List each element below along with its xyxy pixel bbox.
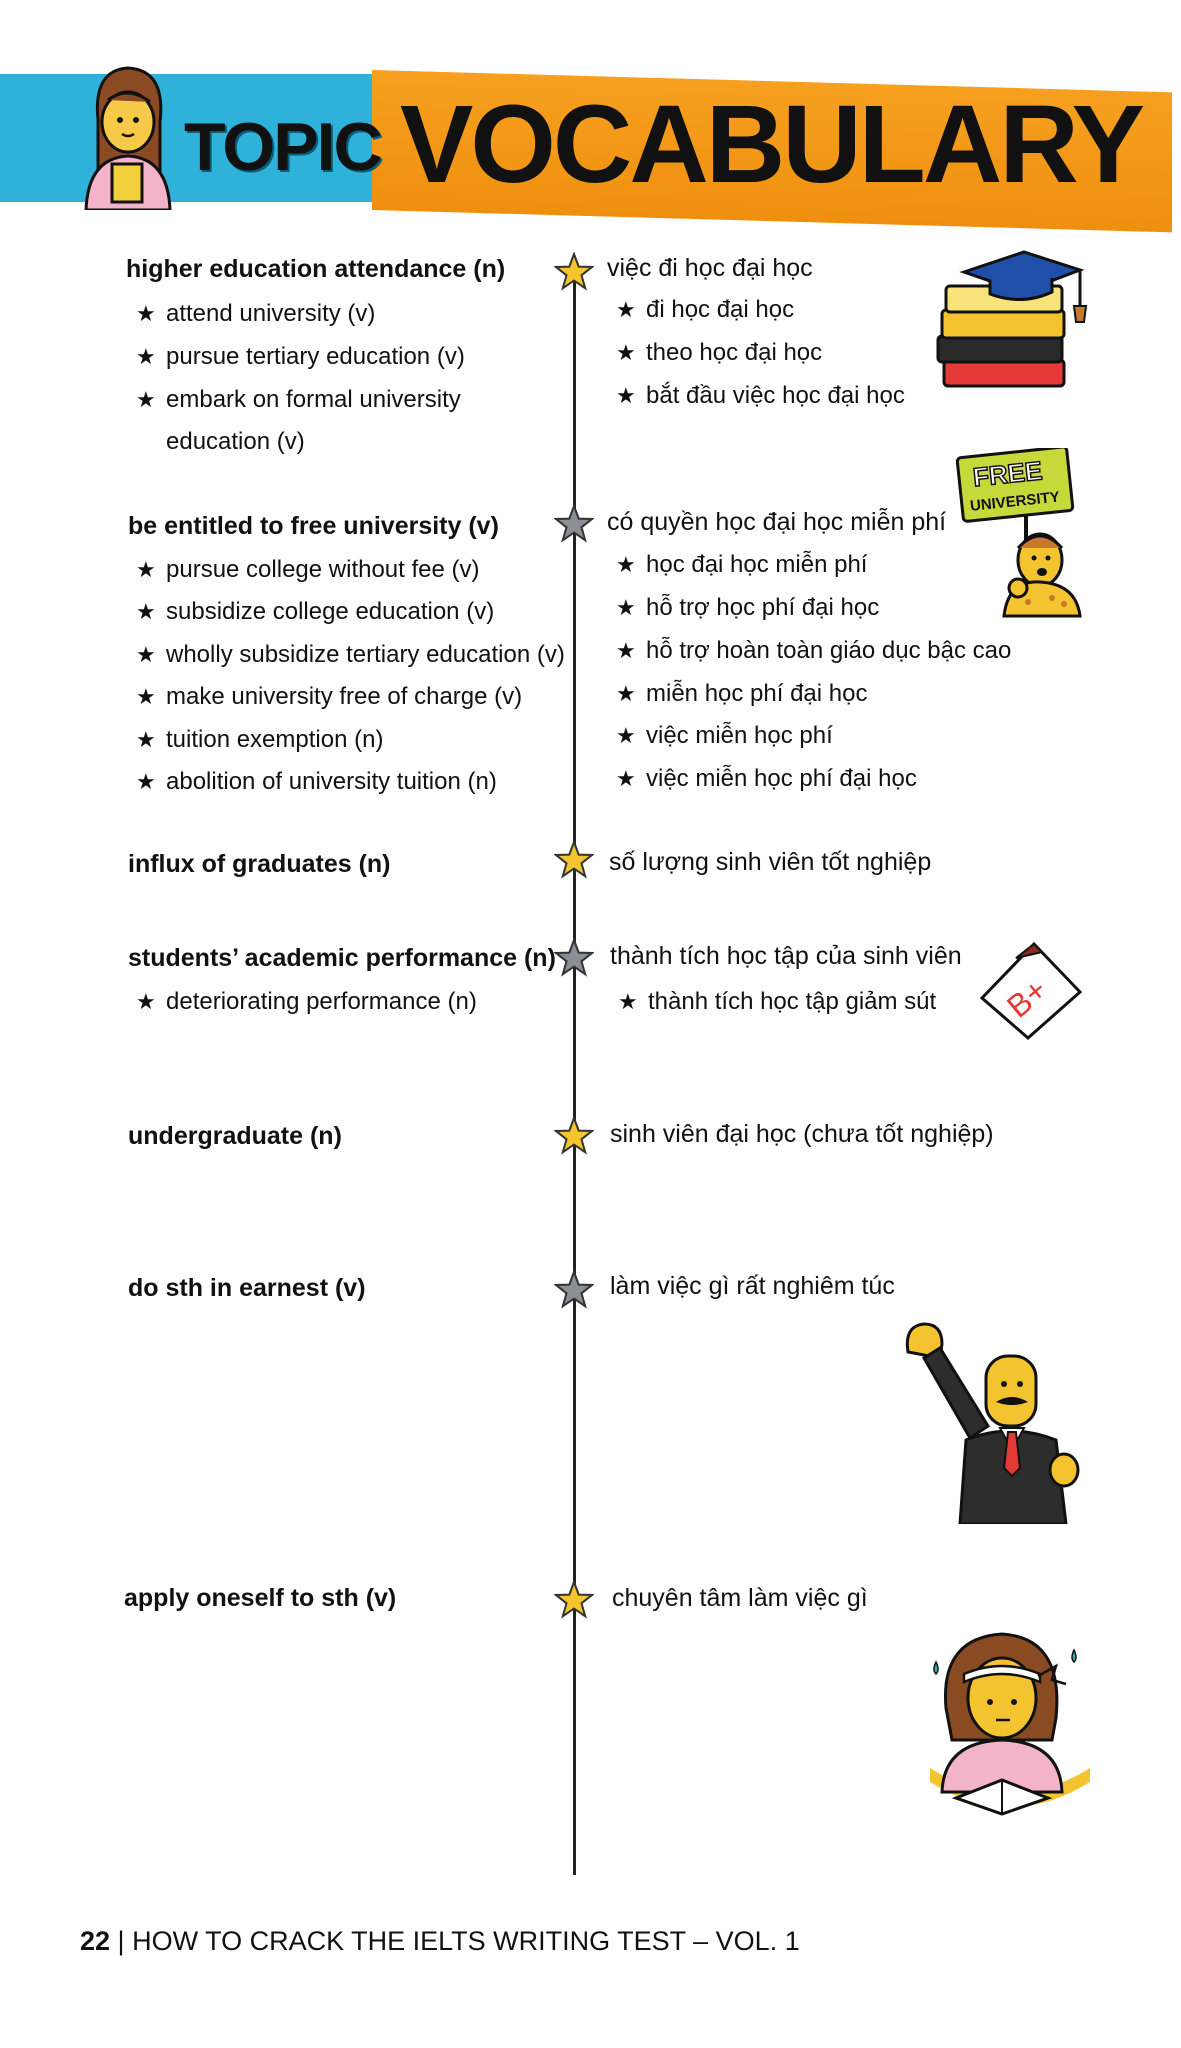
sub-term-english: ★ pursue tertiary education (v) bbox=[136, 343, 465, 370]
term-english: undergraduate (n) bbox=[128, 1122, 342, 1150]
books-graduation-cap-icon bbox=[934, 250, 1088, 392]
sub-term-vietnamese: ★ hỗ trợ học phí đại học bbox=[616, 594, 880, 621]
sub-term-english-continued: education (v) bbox=[166, 428, 305, 455]
term-english: higher education attendance (n) bbox=[126, 255, 506, 283]
bullet-star-icon: ★ bbox=[136, 684, 156, 709]
bullet-star-icon: ★ bbox=[616, 638, 636, 663]
term-english: apply oneself to sth (v) bbox=[124, 1584, 397, 1612]
book-title: HOW TO CRACK THE IELTS WRITING TEST – VOL. 1 bbox=[132, 1926, 800, 1956]
graded-paper-icon bbox=[976, 940, 1086, 1040]
bullet-star-icon: ★ bbox=[616, 297, 636, 322]
bullet-star-icon: ★ bbox=[616, 552, 636, 577]
grade-text: B+ bbox=[999, 971, 1054, 1025]
bullet-star-icon: ★ bbox=[616, 723, 636, 748]
bullet-star-icon: ★ bbox=[136, 557, 156, 582]
gold-star-icon bbox=[554, 840, 594, 880]
studying-girl-icon bbox=[926, 1622, 1096, 1818]
term-vietnamese: làm việc gì rất nghiêm túc bbox=[610, 1272, 895, 1300]
sub-term-english: ★ make university free of charge (v) bbox=[136, 683, 523, 710]
sub-term-english: ★ wholly subsidize tertiary education (v) bbox=[136, 641, 565, 668]
term-vietnamese: chuyên tâm làm việc gì bbox=[612, 1584, 868, 1612]
term-english: influx of graduates (n) bbox=[128, 850, 391, 878]
gray-star-icon bbox=[554, 504, 594, 544]
bullet-star-icon: ★ bbox=[616, 383, 636, 408]
gold-star-icon bbox=[554, 1116, 594, 1156]
sub-term-english: ★ deteriorating performance (n) bbox=[136, 988, 477, 1015]
bullet-star-icon: ★ bbox=[136, 599, 156, 624]
term-vietnamese: thành tích học tập của sinh viên bbox=[610, 942, 962, 970]
gray-star-icon bbox=[554, 1270, 594, 1310]
sub-term-vietnamese: ★ miễn học phí đại học bbox=[616, 680, 868, 707]
sub-term-english: ★ abolition of university tuition (n) bbox=[136, 768, 497, 795]
page-footer bbox=[80, 1926, 800, 1957]
sub-term-vietnamese: ★ theo học đại học bbox=[616, 339, 823, 366]
bullet-star-icon: ★ bbox=[616, 595, 636, 620]
sub-term-english: ★ attend university (v) bbox=[136, 300, 376, 327]
bullet-star-icon: ★ bbox=[136, 344, 156, 369]
page-number: 22 bbox=[80, 1926, 111, 1956]
sub-term-vietnamese: ★ thành tích học tập giảm sút bbox=[618, 988, 937, 1015]
sub-term-vietnamese: ★ việc miễn học phí đại học bbox=[616, 765, 917, 792]
term-vietnamese: có quyền học đại học miễn phí bbox=[607, 508, 947, 536]
bullet-star-icon: ★ bbox=[616, 766, 636, 791]
sub-term-english: ★ subsidize college education (v) bbox=[136, 598, 495, 625]
gold-star-icon bbox=[554, 252, 594, 292]
term-english: be entitled to free university (v) bbox=[128, 512, 499, 540]
bullet-star-icon: ★ bbox=[616, 681, 636, 706]
gold-star-icon bbox=[554, 1580, 594, 1620]
term-vietnamese: sinh viên đại học (chưa tốt nghiệp) bbox=[610, 1120, 994, 1148]
sub-term-english: ★ tuition exemption (n) bbox=[136, 726, 384, 753]
bullet-star-icon: ★ bbox=[136, 727, 156, 752]
term-vietnamese: số lượng sinh viên tốt nghiệp bbox=[609, 848, 932, 876]
sub-term-vietnamese: ★ việc miễn học phí bbox=[616, 722, 833, 749]
term-english: do sth in earnest (v) bbox=[128, 1274, 366, 1302]
term-english: students’ academic performance (n) bbox=[128, 944, 556, 972]
sign-free-text: FREE bbox=[971, 455, 1044, 493]
header-topic-label: TOPIC bbox=[184, 109, 381, 185]
free-university-sign-icon bbox=[956, 448, 1090, 618]
bullet-star-icon: ★ bbox=[136, 642, 156, 667]
sub-term-vietnamese: ★ bắt đầu việc học đại học bbox=[616, 382, 905, 409]
bullet-star-icon: ★ bbox=[616, 340, 636, 365]
girl-mascot-icon bbox=[78, 60, 178, 210]
bullet-star-icon: ★ bbox=[136, 301, 156, 326]
sub-term-english: ★ pursue college without fee (v) bbox=[136, 556, 480, 583]
sub-term-vietnamese: ★ hỗ trợ hoàn toàn giáo dục bậc cao bbox=[616, 637, 1012, 664]
sub-term-english: ★ embark on formal university bbox=[136, 386, 461, 413]
bullet-star-icon: ★ bbox=[136, 387, 156, 412]
header-vocabulary-title: VOCABULARY bbox=[400, 83, 1143, 206]
gray-star-icon bbox=[554, 938, 594, 978]
determined-man-icon bbox=[900, 1318, 1086, 1524]
bullet-star-icon: ★ bbox=[136, 769, 156, 794]
bullet-star-icon: ★ bbox=[618, 989, 638, 1014]
sub-term-vietnamese: ★ học đại học miễn phí bbox=[616, 551, 868, 578]
footer-separator: | bbox=[110, 1926, 133, 1956]
term-vietnamese: việc đi học đại học bbox=[607, 254, 813, 282]
bullet-star-icon: ★ bbox=[136, 989, 156, 1014]
sign-university-text: UNIVERSITY bbox=[969, 488, 1061, 515]
sub-term-vietnamese: ★ đi học đại học bbox=[616, 296, 795, 323]
